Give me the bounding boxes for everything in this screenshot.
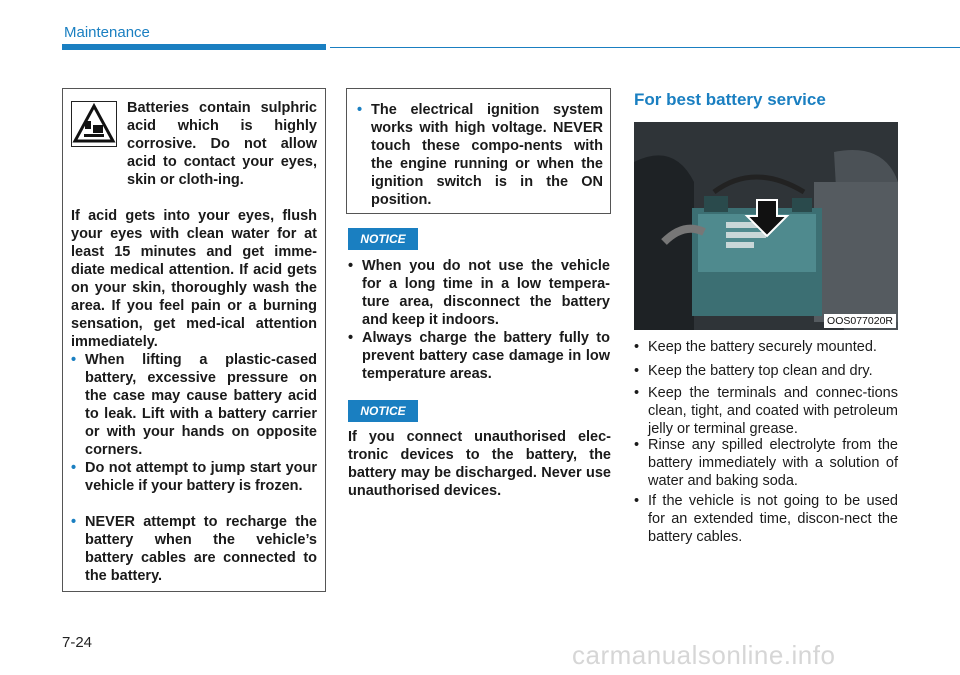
acid-warning-intro: Batteries contain sulphric acid which is highly corrosive. Do not allow acid to contact your eyes, skin or cloth-ing. (127, 100, 317, 188)
bullet-dot: • (71, 514, 77, 530)
engine-bay-illustration (634, 122, 898, 330)
section-heading: For best battery service (634, 90, 826, 109)
notice-badge: NOTICE (348, 400, 418, 422)
notice-badge: NOTICE (348, 228, 418, 250)
list-item: • The electrical ignition system works with high voltage. NEVER touch these compo-nents with the engine running or when the ignition switch is in the ON position. (357, 102, 603, 208)
list-item: • When you do not use the vehicle for a long time in a low tempera-ture area, disconnect the battery and keep it indoors. (348, 258, 610, 328)
battery-photo (634, 122, 898, 330)
header-rule-thick (62, 44, 326, 50)
watermark: carmanualsonline.info (572, 640, 836, 670)
page-number: 7-24 (62, 634, 93, 651)
bullet-dot: • (634, 385, 640, 401)
list-item: • When lifting a plastic-cased battery, excessive pressure on the case may cause battery acid to leak. Lift with a battery carrier or with your hands on opposite corners. (71, 352, 317, 458)
bullet-dot: • (348, 258, 354, 274)
warning-box-acid (62, 88, 326, 592)
warning-box-ignition (346, 88, 611, 214)
bullet-dot: • (634, 493, 640, 509)
list-item: • If the vehicle is not going to be used for an extended time, discon-nect the battery cables. (634, 493, 898, 545)
list-item: • Keep the battery securely mounted. (634, 339, 877, 355)
section-title: Maintenance (64, 24, 150, 41)
photo-code: OOS077020R (824, 314, 896, 328)
bullet-dot: • (357, 102, 363, 118)
notice-text: If you connect unauthorised elec-tronic devices to the battery, the battery may be discharged. Never use unauthorised devices. (348, 429, 611, 499)
bullet-dot: • (634, 339, 640, 355)
list-item: • Keep the battery top clean and dry. (634, 363, 873, 379)
corrosive-hazard-icon (71, 101, 117, 147)
bullet-dot: • (348, 330, 354, 346)
list-item: • Keep the terminals and connec-tions clean, tight, and coated with petroleum jelly or terminal grease. (634, 385, 898, 437)
list-item: • Always charge the battery fully to prevent battery case damage in low temperature areas. (348, 330, 610, 382)
bullet-dot: • (634, 363, 640, 379)
bullet-dot: • (71, 460, 77, 476)
list-item: • Do not attempt to jump start your vehicle if your battery is frozen. (71, 460, 317, 494)
list-item: • Rinse any spilled electrolyte from the battery immediately with a solution of water and baking soda. (634, 437, 898, 489)
header-rule-thin (330, 47, 960, 48)
bullet-dot: • (634, 437, 640, 453)
bullet-dot: • (71, 352, 77, 368)
list-item: • NEVER attempt to recharge the battery when the vehicle’s battery cables are connected to the battery. (71, 514, 317, 584)
acid-flush-instructions: If acid gets into your eyes, flush your eyes with clean water for at least 15 minutes and get imme-diate medical attention. If acid gets on your skin, thoroughly wash the area. If you feel pain or a burning sensation, get med-ical attention immediately. (71, 208, 317, 350)
